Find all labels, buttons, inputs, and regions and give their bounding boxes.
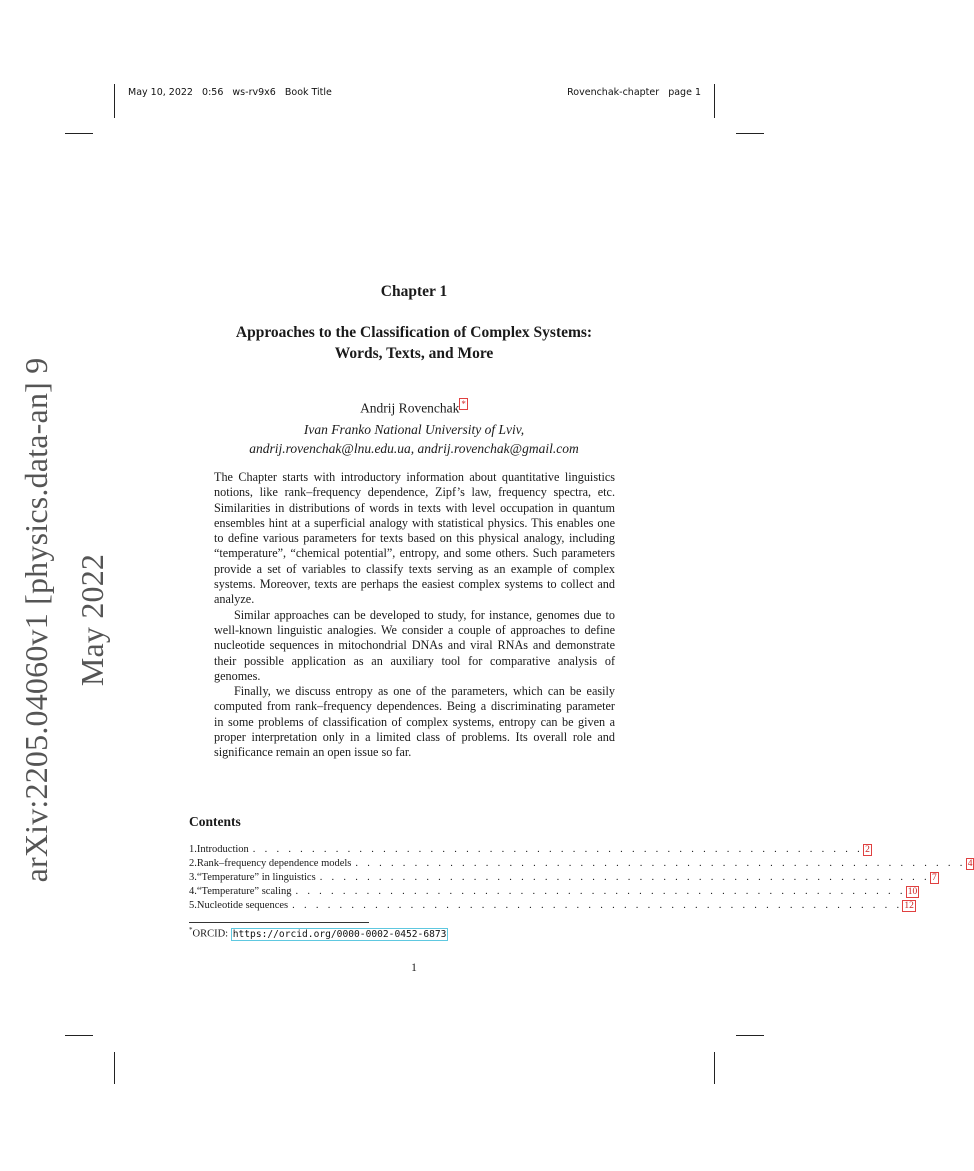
toc-page-number[interactable]: 12	[904, 901, 914, 911]
footnote-mark: *	[189, 926, 193, 934]
affiliation-emails: andrij.rovenchak@lnu.edu.ua, andrij.rovenchak@gmail.com	[249, 440, 579, 456]
abstract-paragraph-1: The Chapter starts with introductory information about quantitative linguistics notions, like rank–frequency dependence, Zipf’s law, frequency spectra, etc. Similarities in distributions of words in texts with level occupation in quantum ensembles hint at a superficial analogy with statistical physics. This enables one to define various parameters for texts based on this physical analogy, including “temperature”, “chemical potential”, entropy, and some others. Such parameters provide a set of variables to classify texts serving as an example of complex systems. Moreover, texts are perhaps the easiest complex systems to collect and analyze.	[214, 470, 615, 607]
toc-page-link[interactable]	[930, 872, 939, 883]
toc-number: 1.	[189, 844, 197, 855]
arxiv-side-stamp: arXiv:2205.04060v1 [physics.data-an] 9 May 2022	[18, 357, 110, 883]
contents-heading: Contents	[189, 814, 241, 829]
footnote	[189, 926, 448, 940]
toc-number: 4.	[189, 886, 197, 897]
chapter-title	[150, 322, 678, 364]
affiliation-institution: Ivan Franko National University of Lviv,	[303, 422, 525, 437]
page-number: 1	[411, 962, 417, 974]
toc-leader-dots: . . . . . . . . . . . . . . . . . . . . . . . . . . . . . . . . . . . . . . . . . . . . . . . . . . . .	[319, 872, 930, 883]
crop-mark-bottom-right-h	[736, 1035, 764, 1036]
toc-title: “Temperature” scaling	[196, 886, 292, 897]
toc-title: Rank–frequency dependence models	[196, 858, 352, 869]
toc-leader-dots: . . . . . . . . . . . . . . . . . . . . . . . . . . . . . . . . . . . . . . . . . . . . . . . . . . . .	[355, 858, 966, 869]
toc-leader-dots: . . . . . . . . . . . . . . . . . . . . . . . . . . . . . . . . . . . . . . . . . . . . . . . . . . . .	[292, 900, 903, 911]
crop-mark-top-left-v	[114, 84, 115, 118]
author-block	[0, 399, 828, 417]
crop-mark-top-right-v	[714, 84, 715, 118]
toc-page-link[interactable]	[906, 886, 920, 897]
footnote-label: ORCID:	[192, 928, 231, 940]
toc-number: 2.	[189, 858, 197, 869]
crop-mark-bottom-right-v	[714, 1052, 715, 1084]
affiliation	[0, 421, 828, 458]
crop-mark-top-right-h	[736, 133, 764, 134]
toc-leader-dots: . . . . . . . . . . . . . . . . . . . . . . . . . . . . . . . . . . . . . . . . . . . . . . . . . . . .	[295, 886, 906, 897]
running-header-left: May 10, 2022 0:56 ws-rv9x6 Book Title	[128, 87, 332, 98]
toc-page-number[interactable]: 4	[967, 859, 973, 869]
author-name: Andrij Rovenchak	[360, 400, 460, 416]
table-of-contents	[189, 844, 973, 914]
toc-entry[interactable]	[189, 900, 914, 914]
toc-page-link[interactable]	[863, 844, 872, 855]
toc-page-link[interactable]	[966, 858, 974, 869]
toc-page-number[interactable]: 2	[865, 845, 870, 855]
toc-number: 3.	[189, 872, 197, 883]
toc-number: 5.	[189, 900, 197, 911]
author-footnote-link[interactable]: *	[461, 399, 466, 409]
toc-entry[interactable]	[189, 844, 870, 858]
footnote-rule	[189, 922, 369, 923]
title-line-1: Approaches to the Classification of Complex Systems:	[235, 324, 593, 341]
toc-title: “Temperature” in linguistics	[196, 872, 316, 883]
abstract-paragraph-2: Similar approaches can be developed to study, for instance, genomes due to well-known linguistic analogies. We consider a couple of approaches to define nucleotide sequences in mitochondrial DNAs and viral RNAs and demonstrate their possible application as an auxiliary tool for comparative analysis of genomes.	[214, 607, 615, 683]
toc-page-number[interactable]: 7	[931, 873, 937, 883]
toc-page-number[interactable]: 10	[907, 887, 918, 897]
toc-page-link[interactable]	[902, 900, 916, 911]
crop-mark-top-left-h	[65, 133, 93, 134]
toc-entry[interactable]	[189, 872, 937, 886]
toc-entry[interactable]	[189, 886, 918, 900]
toc-title: Introduction	[196, 844, 249, 855]
chapter-label: Chapter 1	[380, 283, 448, 300]
toc-title: Nucleotide sequences	[196, 900, 289, 911]
crop-mark-bottom-left-v	[114, 1052, 115, 1084]
toc-entry[interactable]	[189, 858, 973, 872]
abstract	[214, 470, 615, 761]
crop-mark-bottom-left-h	[65, 1035, 93, 1036]
running-header-right: Rovenchak-chapter page 1	[567, 87, 701, 98]
title-line-2: Words, Texts, and More	[334, 345, 494, 362]
toc-leader-dots: . . . . . . . . . . . . . . . . . . . . . . . . . . . . . . . . . . . . . . . . . . . . . . . . . . . .	[252, 844, 864, 855]
abstract-paragraph-3: Finally, we discuss entropy as one of the parameters, which can be easily computed from rank–frequency dependences. Being a discriminating parameter in some problems of classification of complex systems, entropy can be given a proper interpretation only in a limited class of problems. Its overall role and significance remain an open issue so far.	[214, 684, 615, 760]
orcid-link[interactable]: https://orcid.org/0000-0002-0452-6873	[232, 928, 447, 940]
